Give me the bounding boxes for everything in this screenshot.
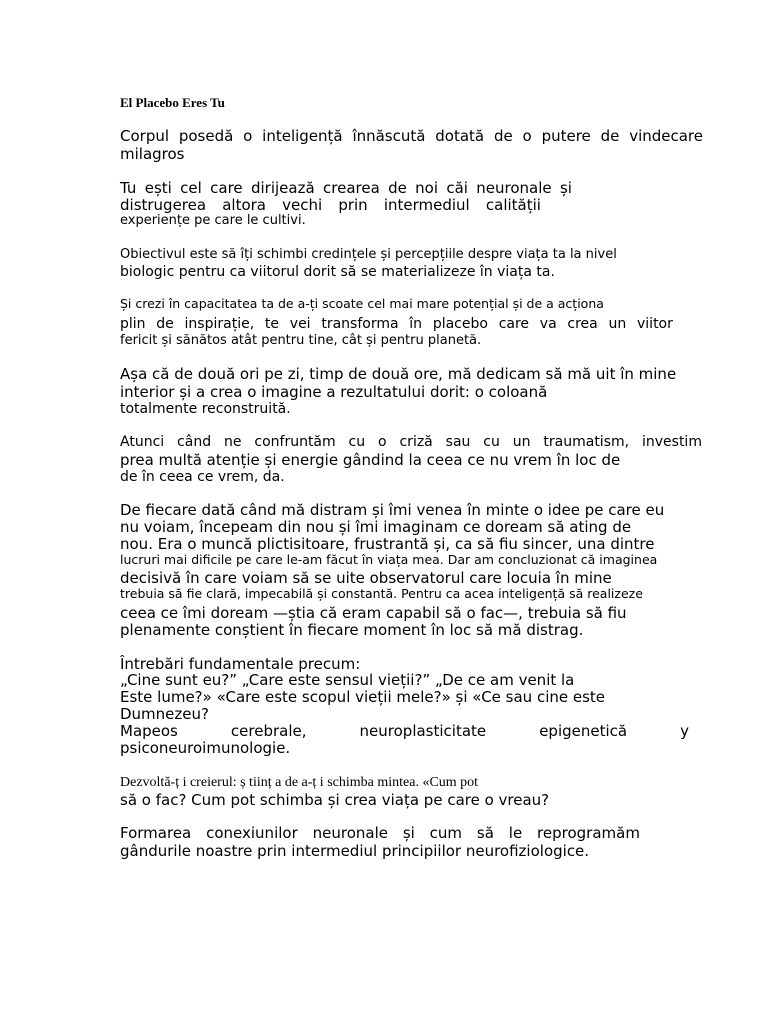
paragraph-2-line-2: distrugerea altora vechi prin intermediul calității bbox=[120, 196, 541, 214]
paragraph-3-line-2: biologic pentru ca viitorul dorit să se materializeze în viața ta. bbox=[120, 264, 555, 280]
paragraph-3-line-1: Obiectivul este să îți schimbi credințele și percepțiile despre viața ta la nivel bbox=[120, 247, 617, 262]
paragraph-6-line-2: prea multă atenție și energie gândind la ceea ce nu vrem în loc de bbox=[120, 451, 621, 469]
paragraph-9-line-1: Dezvoltă-ț i creierul: ș tiinț a de a-ț i schimba mintea. «Cum pot bbox=[120, 775, 479, 790]
paragraph-5-line-2: interior și a crea o imagine a rezultatului dorit: o coloană bbox=[120, 383, 548, 401]
paragraph-6-line-3: de în ceea ce vrem, da. bbox=[120, 469, 285, 485]
paragraph-10-line-1: Formarea conexiunilor neuronale și cum să le reprogramăm bbox=[120, 824, 640, 842]
paragraph-5-line-1: Așa că de două ori pe zi, timp de două ore, mă dedicam să mă uit în mine bbox=[120, 365, 677, 383]
document-title: El Placebo Eres Tu bbox=[120, 95, 225, 110]
paragraph-8-line-4: Dumnezeu? bbox=[120, 705, 209, 723]
paragraph-2-line-3: experiențe pe care le cultivi. bbox=[120, 213, 306, 228]
paragraph-6-line-1: Atunci când ne confruntăm cu o criză sau cu un traumatism, investim bbox=[120, 434, 702, 450]
paragraph-7-line-6: trebuia să fie clară, impecabilă și constantă. Pentru ca acea inteligență să realizeze bbox=[120, 586, 643, 601]
paragraph-2-line-1: Tu ești cel care dirijează crearea de noi căi neuronale și bbox=[120, 179, 572, 197]
paragraph-5-line-3: totalmente reconstruită. bbox=[120, 401, 291, 417]
paragraph-8-line-3: Este lume?» «Care este scopul vieții mele?» și «Ce sau cine este bbox=[120, 688, 606, 706]
paragraph-7-line-4: lucruri mai dificile pe care le-am făcut în viața mea. Dar am concluzionat că imaginea bbox=[120, 552, 658, 567]
paragraph-7-line-1: De fiecare dată când mă distram și îmi venea în minte o idee pe care eu bbox=[120, 501, 665, 519]
paragraph-4-line-1: Și crezi în capacitatea ta de a-ți scoate cel mai mare potențial și de a acționa bbox=[120, 296, 604, 311]
paragraph-4-line-2: plin de inspirație, te vei transforma în placebo care va crea un viitor bbox=[120, 316, 673, 332]
paragraph-7-line-3: nou. Era o muncă plictisitoare, frustrantă și, ca să fiu sincer, una dintre bbox=[120, 535, 655, 553]
paragraph-7-line-5: decisivă în care voiam să se uite observatorul care locuia în mine bbox=[120, 569, 612, 587]
paragraph-7-line-8: plenamente conștient în fiecare moment în loc să mă distrag. bbox=[120, 621, 584, 639]
paragraph-8-line-1: Întrebări fundamentale precum: bbox=[120, 655, 361, 673]
paragraph-7-line-2: nu voiam, începeam din nou și îmi imaginam ce doream să ating de bbox=[120, 518, 632, 536]
paragraph-8-line-6: psiconeuroimunologie. bbox=[120, 739, 291, 757]
paragraph-9-line-2: să o fac? Cum pot schimba și crea viața pe care o vreau? bbox=[120, 791, 550, 809]
paragraph-8-line-2: „Cine sunt eu?” „Care este sensul vieții?” „De ce am venit la bbox=[120, 671, 575, 689]
paragraph-10-line-2: gândurile noastre prin intermediul principiilor neurofiziologice. bbox=[120, 842, 590, 860]
paragraph-7-line-7: ceea ce îmi doream —știa că eram capabil să o fac—, trebuia să fiu bbox=[120, 604, 627, 622]
paragraph-1-line-2: milagros bbox=[120, 145, 185, 163]
paragraph-8-line-5: Mapeos cerebrale, neuroplasticitate epigenetică y bbox=[120, 722, 689, 740]
paragraph-1-line-1: Corpul posedă o inteligență înnăscută dotată de o putere de vindecare bbox=[120, 127, 703, 145]
paragraph-4-line-3: fericit și sănătos atât pentru tine, cât și pentru planetă. bbox=[120, 333, 482, 348]
